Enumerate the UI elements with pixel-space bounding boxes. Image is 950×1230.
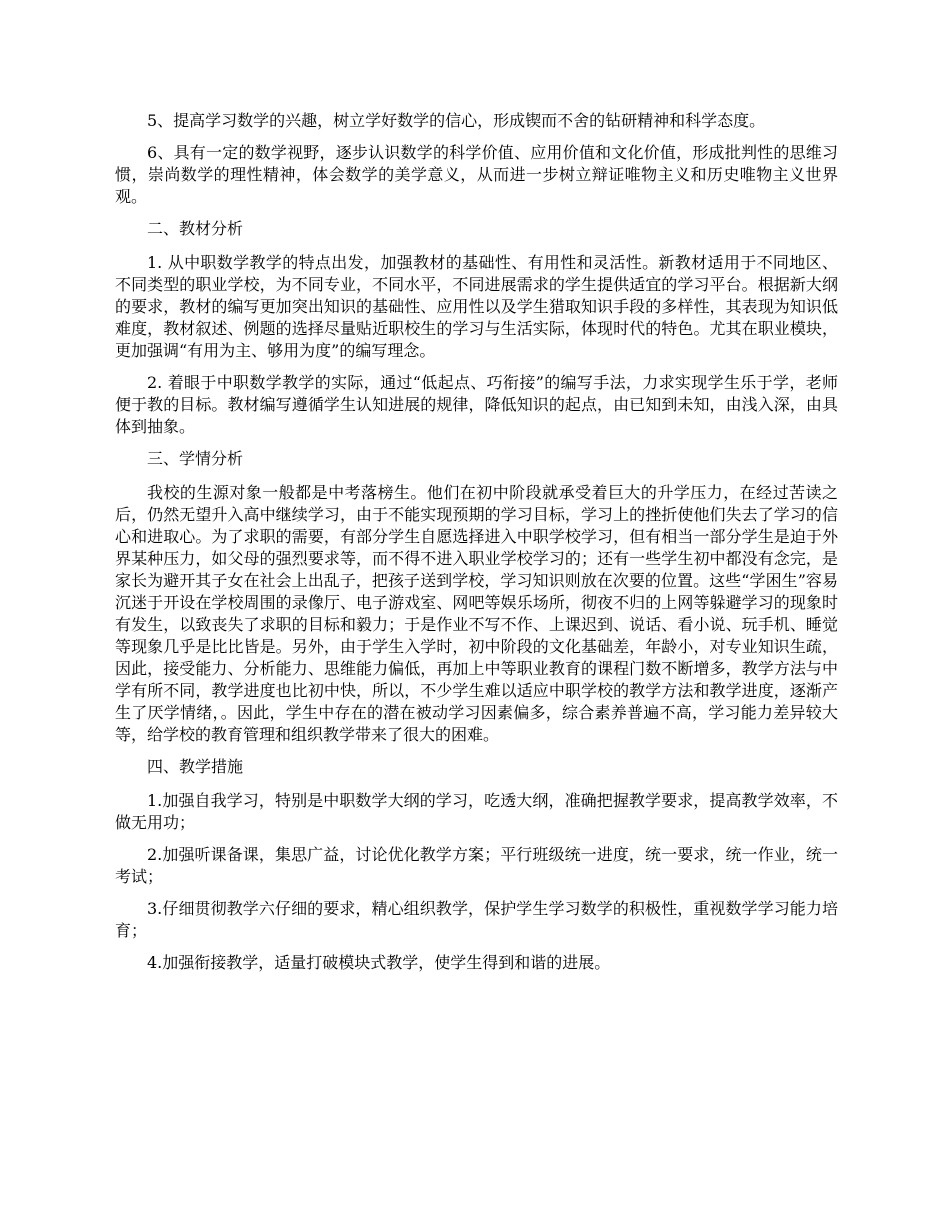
section-heading-textbook-analysis: 二、教材分析 [147,219,244,238]
measure-3-paragraph: 3.仔细贯彻教学六仔细的要求，精心组织教学，保护学生学习数学的积极性，重视数学学习能力培育； [115,899,838,940]
objective-6-paragraph: 6、具有一定的数学视野，逐步认识数学的科学价值、应用价值和文化价值，形成批判性的思维习惯，崇尚数学的理性精神，体会数学的美学意义，从而进一步树立辩证唯物主义和历史唯物主义世界观。 [115,143,838,206]
document-page [115,110,838,984]
textbook-point-1-paragraph: 1. 从中职数学教学的特点出发，加强教材的基础性、有用性和灵活性。新教材适用于不同地区、不同类型的职业学校，为不同专业，不同水平，不同进展需求的学生提供适宜的学习平台。根据新大纲的要求，教材的编写更加突出知识的基础性、应用性以及学生猎取知识手段的多样性，其表现为知识低难度，教材叙述、例题的选择尽量贴近职校生的学习与生活实际，体现时代的特色。尤其在职业模块，更加强调“有用为主、够用为度”的编写理念。 [115,253,838,360]
section-heading-student-analysis: 三、学情分析 [147,449,244,468]
measure-2-paragraph: 2.加强听课备课，集思广益，讨论优化教学方案；平行班级统一进度，统一要求，统一作业，统一考试； [115,845,838,886]
section-heading-teaching-measures: 四、教学措施 [147,757,244,776]
measure-4-paragraph: 4.加强衔接教学，适量打破模块式教学，使学生得到和谐的进展。 [147,953,611,972]
measure-1-paragraph: 1.加强自我学习，特别是中职数学大纲的学习，吃透大纲，准确把握教学要求，提高教学效率，不做无用功； [115,791,838,832]
student-analysis-paragraph: 我校的生源对象一般都是中考落榜生。他们在初中阶段就承受着巨大的升学压力，在经过苦读之后，仍然无望升入高中继续学习，由于不能实现预期的学习目标，学习上的挫折使他们失去了学习的信心和进取心。为了求职的需要，有部分学生自愿选择进入中职学校学习，但有相当一部分学生是迫于外界某种压力，如父母的强烈要求等，而不得不进入职业学校学习的；还有一些学生初中都没有念完，是家长为避开其子女在社会上出乱子，把孩子送到学校，学习知识则放在次要的位置。这些“学困生”容易沉迷于开设在学校周围的录像厅、电子游戏室、网吧等娱乐场所，彻夜不归的上网等躲避学习的现象时有发生，以致丧失了求职的目标和毅力；于是作业不写不作、上课迟到、说话、看小说、玩手机、睡觉等现象几乎是比比皆是。另外，由于学生入学时，初中阶段的文化基础差，年龄小，对专业知识生疏，因此，接受能力、分析能力、思维能力偏低，再加上中等职业教育的课程门数不断增多，教学方法与中学有所不同，教学进度也比初中快，所以，不少学生难以适应中职学校的教学方法和教学进度，逐渐产生了厌学情绪，。因此，学生中存在的潜在被动学习因素偏多，综合素养普遍不高，学习能力差异较大等，给学校的教育管理和组织教学带来了很大的困难。 [115,483,838,744]
textbook-point-2-paragraph: 2. 着眼于中职数学教学的实际，通过“低起点、巧衔接”的编写手法，力求实现学生乐于学，老师便于教的目标。教材编写遵循学生认知进展的规律，降低知识的起点，由已知到未知，由浅入深，由具体到抽象。 [115,373,838,436]
objective-5-paragraph: 5、提高学习数学的兴趣，树立学好数学的信心，形成锲而不舍的钻研精神和科学态度。 [147,111,766,130]
